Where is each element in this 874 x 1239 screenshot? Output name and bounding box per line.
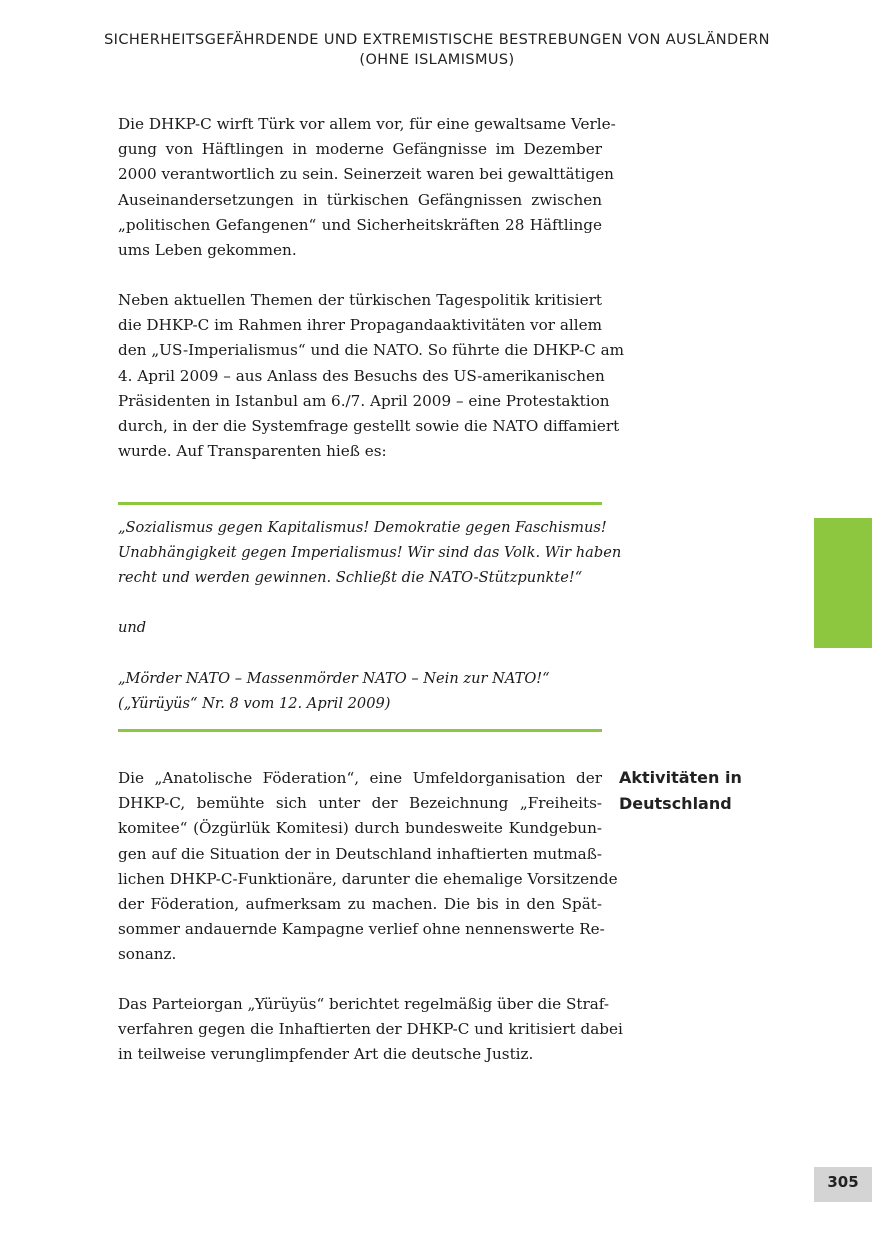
paragraph-line: ums Leben gekommen. xyxy=(118,241,297,260)
quote-block-1 xyxy=(118,515,622,591)
quote-line: „Sozialismus gegen Kapitalismus! Demokratie gegen Faschismus! xyxy=(118,519,607,536)
paragraph-line: Die „Anatolische Föderation“, eine Umfeldorganisation der xyxy=(118,769,602,787)
paragraph-line: verfahren gegen die Inhaftierten der DHKP-C und kritisiert dabei xyxy=(118,1020,623,1039)
paragraph-line: sonanz. xyxy=(118,945,177,964)
paragraph-line: 4. April 2009 – aus Anlass des Besuchs des US-amerikanischen xyxy=(118,366,605,385)
chapter-tab-marker xyxy=(814,518,872,648)
paragraph-line: wurde. Auf Transparenten hieß es: xyxy=(118,442,387,461)
paragraph-line: Auseinandersetzungen in türkischen Gefängnissen zwischen xyxy=(118,190,602,209)
paragraph-line: den „US-Imperialismus“ und die NATO. So führte die DHKP-C am xyxy=(118,341,625,360)
paragraph-3 xyxy=(118,766,618,968)
quote-connector xyxy=(118,615,608,640)
quote-bottom-rule xyxy=(118,729,602,732)
paragraph-line: „politischen Gefangenen“ und Sicherheitskräften 28 Häftlinge xyxy=(118,215,602,234)
paragraph-line: in teilweise verunglimpfender Art die deutsche Justiz. xyxy=(118,1045,534,1064)
paragraph-line: sommer andauernde Kampagne verlief ohne nennenswerte Re- xyxy=(118,920,605,939)
quote-line: Unabhängigkeit gegen Imperialismus! Wir sind das Volk. Wir haben xyxy=(118,544,622,562)
paragraph-2 xyxy=(118,288,625,464)
paragraph-line: die DHKP-C im Rahmen ihrer Propagandaaktivitäten vor allem xyxy=(118,316,603,335)
page-number xyxy=(814,1167,872,1202)
paragraph-line: Die DHKP-C wirft Türk vor allem vor, für eine gewaltsame Verle- xyxy=(118,115,616,133)
paragraph-line: der Föderation, aufmerksam zu machen. Die bis in den Spät- xyxy=(118,895,602,914)
paragraph-line: DHKP-C, bemühte sich unter der Bezeichnung „Freiheits- xyxy=(118,794,602,813)
running-header xyxy=(60,30,814,70)
margin-heading-line-2: Deutschland xyxy=(619,794,732,813)
page-number-text: 305 xyxy=(827,1173,859,1191)
quote-source: („Yürüyüs“ Nr. 8 vom 12. April 2009) xyxy=(118,695,391,713)
margin-heading xyxy=(619,765,742,817)
quote-line: recht und werden gewinnen. Schließt die NATO-Stützpunkte!“ xyxy=(118,569,583,587)
margin-heading-line-1: Aktivitäten in xyxy=(619,768,742,787)
paragraph-line: gen auf die Situation der in Deutschland inhaftierten mutmaß- xyxy=(118,844,602,863)
quote-block-2 xyxy=(118,666,608,716)
running-header-line-2: (OHNE ISLAMISMUS) xyxy=(359,52,515,68)
paragraph-line: Präsidenten in Istanbul am 6./7. April 2009 – eine Protestaktion xyxy=(118,391,610,410)
quote-connector-text: und xyxy=(118,619,147,636)
paragraph-4 xyxy=(118,992,623,1068)
paragraph-line: gung von Häftlingen in moderne Gefängnisse im Dezember xyxy=(118,140,602,159)
paragraph-line: Neben aktuellen Themen der türkischen Tagespolitik kritisiert xyxy=(118,291,602,309)
paragraph-1 xyxy=(118,112,616,263)
paragraph-line: lichen DHKP-C-Funktionäre, darunter die ehemalige Vorsitzende xyxy=(118,869,618,888)
quote-top-rule xyxy=(118,502,602,505)
paragraph-line: 2000 verantwortlich zu sein. Seinerzeit waren bei gewalttätigen xyxy=(118,165,614,184)
paragraph-line: komitee“ (Özgürlük Komitesi) durch bundesweite Kundgebun- xyxy=(118,819,602,838)
quote-line: „Mörder NATO – Massenmörder NATO – Nein zur NATO!“ xyxy=(118,670,550,687)
running-header-line-1: SICHERHEITSGEFÄHRDENDE UND EXTREMISTISCHE BESTREBUNGEN VON AUSLÄNDERN xyxy=(104,32,770,48)
paragraph-line: Das Parteiorgan „Yürüyüs“ berichtet regelmäßig über die Straf- xyxy=(118,995,610,1013)
paragraph-line: durch, in der die Systemfrage gestellt sowie die NATO diffamiert xyxy=(118,417,620,436)
